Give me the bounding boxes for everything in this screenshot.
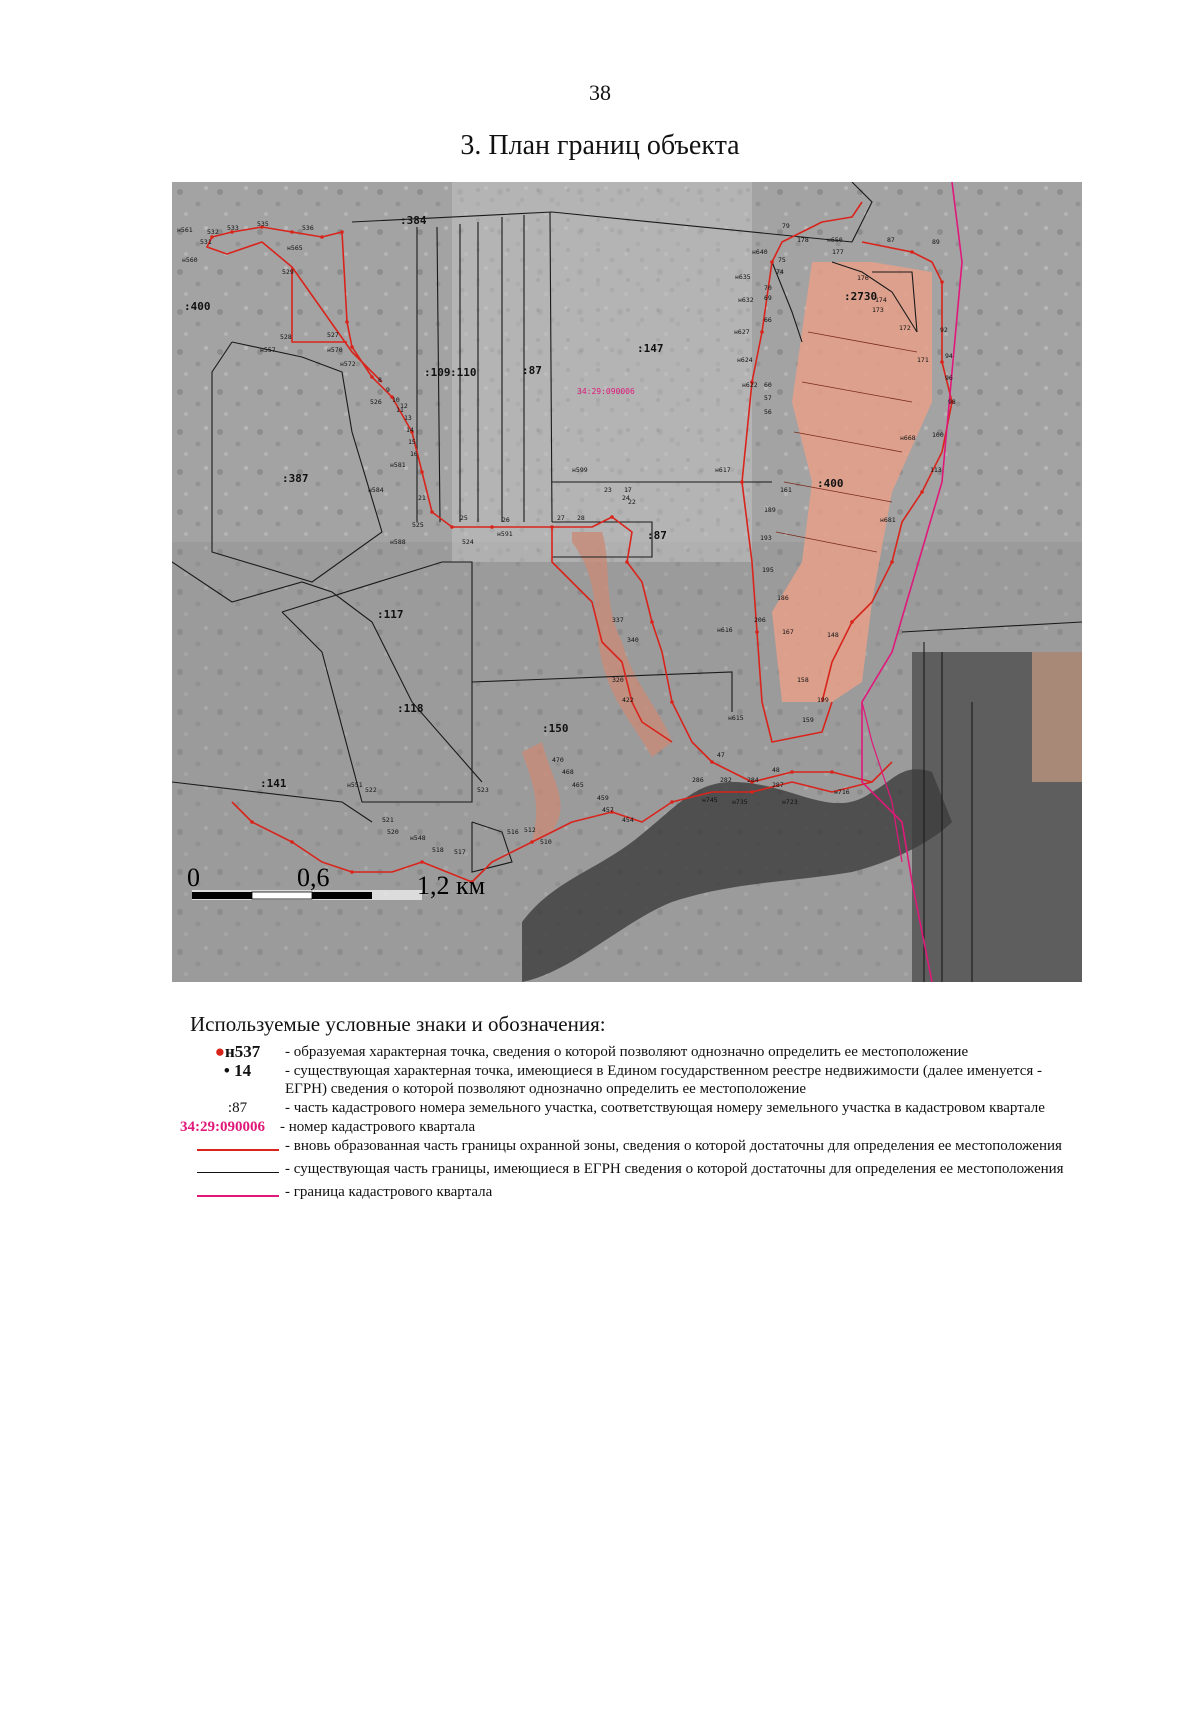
svg-text:457: 457 <box>602 806 614 814</box>
parcel-label-387: :387 <box>282 472 309 485</box>
parcel-label-384: :384 <box>400 214 427 227</box>
legend-description: - граница кадастрового квартала <box>285 1184 493 1200</box>
svg-text:282: 282 <box>720 776 732 784</box>
svg-text:98: 98 <box>948 398 956 406</box>
svg-text:23: 23 <box>604 486 612 494</box>
legend-item-quarter-number <box>180 1118 1070 1136</box>
legend-item-new-boundary <box>190 1137 1070 1159</box>
scale-mark-0: 0 <box>187 863 200 892</box>
svg-text:12: 12 <box>400 402 408 410</box>
parcel-label-117: :117 <box>377 608 404 621</box>
svg-text:47: 47 <box>717 751 725 759</box>
svg-text:465: 465 <box>572 781 584 789</box>
legend-description: - номер кадастрового квартала <box>280 1119 476 1135</box>
svg-text:536: 536 <box>302 224 314 232</box>
page-title: 3. План границ объекта <box>460 130 740 161</box>
quarter-label: 34:29:090006 <box>577 387 635 396</box>
svg-text:н581: н581 <box>390 461 406 469</box>
parcel-label-2730: :2730 <box>844 290 878 303</box>
svg-text:525: 525 <box>412 521 424 529</box>
svg-text:524: 524 <box>462 538 474 546</box>
svg-text:н560: н560 <box>182 256 198 264</box>
svg-text:14: 14 <box>406 426 414 434</box>
svg-text:89: 89 <box>932 238 940 246</box>
legend-description: - часть кадастрового номера земельного участка, соответствующая номеру земельного участка в кадастровом квартале <box>285 1100 1045 1116</box>
svg-text:н627: н627 <box>734 328 750 336</box>
svg-text:520: 520 <box>387 828 399 836</box>
svg-text:148: 148 <box>827 631 839 639</box>
svg-text:н622: н622 <box>742 381 758 389</box>
black-dot-icon: • <box>223 1061 235 1080</box>
svg-text:17: 17 <box>624 486 632 494</box>
svg-text:340: 340 <box>627 636 639 644</box>
svg-text:н548: н548 <box>410 834 426 842</box>
legend-symbol: • 14 <box>223 1061 252 1080</box>
cadastral-map <box>172 182 1082 982</box>
svg-text:195: 195 <box>762 566 774 574</box>
svg-text:13: 13 <box>404 414 412 422</box>
legend-symbol <box>190 1137 285 1159</box>
svg-text:69: 69 <box>764 294 772 302</box>
parcel-label-110: :110 <box>450 366 477 379</box>
svg-text:161: 161 <box>780 486 792 494</box>
legend-description: - существующая характерная точка, имеющиеся в Едином государственном реестре недвижимости (далее именуется - ЕГРН) сведения о которой позволяют однозначно определить ее местоположение <box>285 1063 1043 1097</box>
svg-text:517: 517 <box>454 848 466 856</box>
svg-text:527: 527 <box>327 331 339 339</box>
svg-text:н599: н599 <box>572 466 588 474</box>
page-number: 38 <box>589 80 611 105</box>
svg-text:176: 176 <box>857 274 869 282</box>
parcel-label-147: :147 <box>637 342 664 355</box>
svg-text:н588: н588 <box>390 538 406 546</box>
svg-text:286: 286 <box>692 776 704 784</box>
svg-text:454: 454 <box>622 816 634 824</box>
svg-text:518: 518 <box>432 846 444 854</box>
svg-text:10: 10 <box>392 396 400 404</box>
legend-symbol: ●н537 <box>214 1042 261 1061</box>
svg-text:24: 24 <box>622 494 630 502</box>
svg-text:н635: н635 <box>735 273 751 281</box>
svg-text:512: 512 <box>524 826 536 834</box>
legend-symbol <box>190 1183 285 1205</box>
svg-text:468: 468 <box>562 768 574 776</box>
map-canvas <box>172 182 1082 982</box>
svg-text:521: 521 <box>382 816 394 824</box>
svg-text:535: 535 <box>257 220 269 228</box>
legend-description: - вновь образованная часть границы охранной зоны, сведения о которой достаточны для определения ее местоположения <box>285 1138 1062 1154</box>
svg-text:57: 57 <box>764 394 772 402</box>
svg-text:25: 25 <box>460 514 468 522</box>
svg-text:26: 26 <box>502 516 510 524</box>
svg-text:193: 193 <box>760 534 772 542</box>
svg-text:422: 422 <box>622 696 634 704</box>
svg-text:522: 522 <box>365 786 377 794</box>
svg-text:320: 320 <box>612 676 624 684</box>
svg-text:11: 11 <box>396 406 404 414</box>
svg-text:9: 9 <box>386 386 390 394</box>
svg-text:48: 48 <box>772 766 780 774</box>
parcel-label-400-east: :400 <box>817 477 844 490</box>
pink-line-icon <box>197 1183 279 1201</box>
svg-text:96: 96 <box>945 374 953 382</box>
parcel-label-118: :118 <box>397 702 424 715</box>
parcel-label-150: :150 <box>542 722 569 735</box>
legend-description: - образуемая характерная точка, сведения о которой позволяют однозначно определить ее местоположение <box>285 1044 969 1060</box>
svg-text:75: 75 <box>778 256 786 264</box>
black-line-icon <box>197 1160 279 1178</box>
svg-text:470: 470 <box>552 756 564 764</box>
svg-text:н615: н615 <box>728 714 744 722</box>
parcel-label-87-south: :87 <box>647 529 667 542</box>
svg-text:287: 287 <box>772 781 784 789</box>
legend-item-existing-boundary <box>190 1160 1070 1182</box>
legend-symbol: :87 <box>227 1100 248 1116</box>
svg-text:н617: н617 <box>715 466 731 474</box>
svg-text:459: 459 <box>597 794 609 802</box>
svg-text:173: 173 <box>872 306 884 314</box>
scale-mark-1-2: 1,2 км <box>417 871 486 900</box>
svg-text:533: 533 <box>227 224 239 232</box>
svg-text:74: 74 <box>776 268 784 276</box>
svg-text:н616: н616 <box>717 626 733 634</box>
svg-text:92: 92 <box>940 326 948 334</box>
svg-text:531: 531 <box>200 238 212 246</box>
svg-text:510: 510 <box>540 838 552 846</box>
svg-text:н561: н561 <box>177 226 193 234</box>
svg-text:189: 189 <box>764 506 776 514</box>
svg-text:н570: н570 <box>327 346 343 354</box>
legend-item-existing-point <box>190 1062 1070 1098</box>
svg-text:186: 186 <box>777 594 789 602</box>
svg-text:н681: н681 <box>880 516 896 524</box>
svg-text:22: 22 <box>628 498 636 506</box>
svg-text:н572: н572 <box>340 360 356 368</box>
svg-text:66: 66 <box>764 316 772 324</box>
svg-text:70: 70 <box>764 284 772 292</box>
parcel-label-87-north: :87 <box>522 364 542 377</box>
legend-symbol <box>190 1160 285 1182</box>
svg-text:167: 167 <box>782 628 794 636</box>
svg-text:87: 87 <box>887 236 895 244</box>
legend-title: Используемые условные знаки и обозначения: <box>190 1012 606 1036</box>
svg-text:100: 100 <box>932 431 944 439</box>
svg-text:177: 177 <box>832 248 844 256</box>
legend <box>180 1012 1070 1206</box>
svg-text:27: 27 <box>557 514 565 522</box>
svg-text:н557: н557 <box>260 346 276 354</box>
svg-text:н650: н650 <box>827 236 843 244</box>
svg-text:н723: н723 <box>782 798 798 806</box>
svg-text:523: 523 <box>477 786 489 794</box>
svg-text:н565: н565 <box>287 244 303 252</box>
svg-text:21: 21 <box>418 494 426 502</box>
svg-text:н716: н716 <box>834 788 850 796</box>
svg-text:н668: н668 <box>900 434 916 442</box>
svg-text:528: 528 <box>280 333 292 341</box>
svg-text:н591: н591 <box>497 530 513 538</box>
svg-text:н745: н745 <box>702 796 718 804</box>
svg-text:8: 8 <box>378 376 382 384</box>
parcel-label-141: :141 <box>260 777 287 790</box>
svg-text:94: 94 <box>945 352 953 360</box>
svg-text:529: 529 <box>282 268 294 276</box>
red-line-icon <box>197 1137 279 1155</box>
svg-text:н632: н632 <box>738 296 754 304</box>
svg-text:516: 516 <box>507 828 519 836</box>
svg-text:158: 158 <box>797 676 809 684</box>
svg-text:199: 199 <box>817 696 829 704</box>
svg-text:174: 174 <box>875 296 887 304</box>
svg-text:526: 526 <box>370 398 382 406</box>
svg-text:28: 28 <box>577 514 585 522</box>
svg-text:н551: н551 <box>347 781 363 789</box>
red-dot-icon: ● <box>214 1042 225 1061</box>
svg-text:159: 159 <box>802 716 814 724</box>
svg-text:15: 15 <box>408 438 416 446</box>
svg-text:н584: н584 <box>368 486 384 494</box>
svg-text:н735: н735 <box>732 798 748 806</box>
svg-text:178: 178 <box>797 236 809 244</box>
legend-symbol: 34:29:090006 <box>180 1119 265 1135</box>
legend-item-parcel-number <box>190 1099 1070 1117</box>
svg-text:н624: н624 <box>737 356 753 364</box>
svg-text:172: 172 <box>899 324 911 332</box>
svg-text:337: 337 <box>612 616 624 624</box>
parcel-label-400-west: :400 <box>184 300 211 313</box>
svg-text:56: 56 <box>764 408 772 416</box>
legend-item-new-point <box>190 1043 1070 1061</box>
svg-text:н640: н640 <box>752 248 768 256</box>
legend-item-quarter-boundary <box>190 1183 1070 1205</box>
parcel-label-109: :109 <box>424 366 451 379</box>
svg-text:171: 171 <box>917 356 929 364</box>
svg-text:60: 60 <box>764 381 772 389</box>
svg-text:206: 206 <box>754 616 766 624</box>
legend-description: - существующая часть границы, имеющиеся в ЕГРН сведения о которой достаточны для определения ее местоположения <box>285 1161 1064 1177</box>
svg-text:79: 79 <box>782 222 790 230</box>
svg-text:284: 284 <box>747 776 759 784</box>
svg-text:532: 532 <box>207 228 219 236</box>
svg-text:113: 113 <box>930 466 942 474</box>
scale-mark-0-6: 0,6 <box>297 863 330 892</box>
svg-text:16: 16 <box>410 450 418 458</box>
